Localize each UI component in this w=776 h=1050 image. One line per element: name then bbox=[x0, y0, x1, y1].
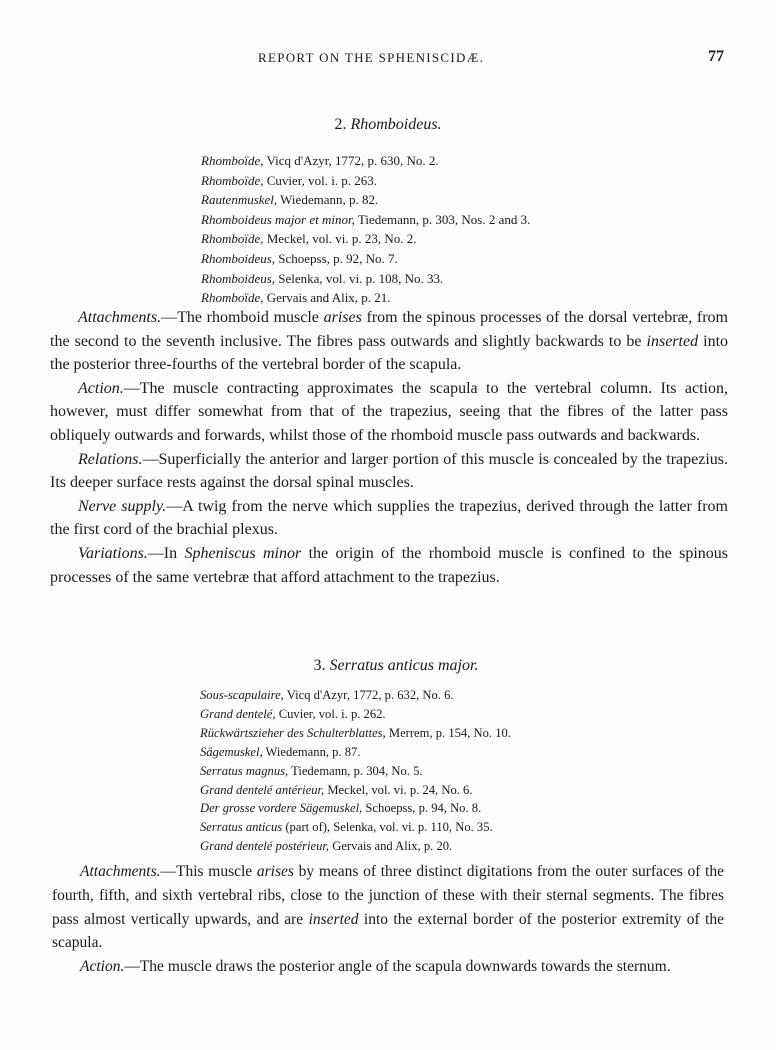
synonym-entry: Rautenmuskel, Wiedemann, p. 82. bbox=[201, 192, 379, 208]
section-heading-serratus bbox=[8, 657, 776, 675]
running-head: REPORT ON THE SPHENISCIDÆ. bbox=[258, 50, 485, 65]
synonym-entry: Sous-scapulaire, Vicq d'Azyr, 1772, p. 632, No. 6. bbox=[200, 688, 454, 702]
paragraph-nerve-supply: Nerve supply.—A twig from the nerve which supplies the trapezius, derived through the latter from the first cord of the brachial plexus. bbox=[50, 497, 729, 539]
section-number: 3. bbox=[313, 657, 326, 674]
paragraph-attachments: Attachments.—The rhomboid muscle arises from the spinous processes of the dorsal vertebræ, from the second to the seventh inclusive. The fibres pass outwards and slightly backwards to be inserted into the posterior three-fourths of the vertebral border of the scapula. bbox=[50, 309, 729, 374]
section-heading-rhomboideus bbox=[0, 116, 776, 134]
paragraph-action: Action.—The muscle draws the posterior angle of the scapula downwards towards the sternum. bbox=[80, 958, 671, 976]
synonym-entry: Sägemuskel, Wiedemann, p. 87. bbox=[200, 744, 361, 759]
synonym-entry: Rhomboideus major et minor, Tiedemann, p. 303, Nos. 2 and 3. bbox=[201, 211, 531, 227]
paragraph-attachments: Attachments.—This muscle arises by means of three distinct digitations from the outer surfaces of the fourth, fifth, and sixth vertebral ribs, close to the junction of these with their sternal segments. The fibres pass almost vertically upwards, and are inserted into the external border of the posterior extremity of the scapula. bbox=[52, 863, 724, 952]
section-name: Rhomboideus. bbox=[350, 116, 442, 133]
paragraph-variations: Variations.—In Spheniscus minor the origin of the rhomboid muscle is confined to the spinous processes of the same vertebræ that afford attachment to the trapezius. bbox=[50, 544, 729, 586]
synonym-entry: Grand dentelé postérieur, Gervais and Alix, p. 20. bbox=[200, 839, 453, 854]
synonymy-list-serratus bbox=[200, 686, 511, 856]
section-name: Serratus anticus major. bbox=[329, 657, 479, 674]
paragraph-action: Action.—The muscle contracting approximates the scapula to the vertebral column. Its action, however, must differ somewhat from that of the trapezius, seeing that the fibres of the latter pass obliquely outwards and forwards, whilst those of the rhomboid muscle pass outwards and backwards. bbox=[50, 379, 728, 444]
synonym-entry: Rhomboideus, Schoepss, p. 92, No. 7. bbox=[201, 250, 398, 266]
paragraph-relations: Relations.—Superficially the anterior and larger portion of this muscle is concealed by the trapezius. Its deeper surface rests against the dorsal spinal muscles. bbox=[50, 450, 728, 492]
synonym-entry: Rhomboideus, Selenka, vol. vi. p. 108, No. 33. bbox=[201, 270, 444, 286]
synonym-entry: Rhomboïde, Meckel, vol. vi. p. 23, No. 2. bbox=[201, 231, 417, 247]
synonym-entry: Rhomboïde, Cuvier, vol. i. p. 263. bbox=[201, 172, 378, 188]
section-body-rhomboideus bbox=[50, 306, 728, 589]
synonymy-list-rhomboideus bbox=[201, 151, 530, 308]
synonym-entry: Serratus anticus (part of), Selenka, vol. vi. p. 110, No. 35. bbox=[200, 820, 493, 835]
page-number: 77 bbox=[708, 48, 724, 65]
page-header bbox=[0, 48, 776, 70]
synonym-entry: Grand dentelé, Cuvier, vol. i. p. 262. bbox=[200, 706, 386, 721]
synonym-entry: Grand dentelé antérieur, Meckel, vol. vi. p. 24, No. 6. bbox=[200, 782, 473, 797]
section-number: 2. bbox=[334, 116, 347, 133]
synonym-entry: Rückwärtszieher des Schulterblattes, Merrem, p. 154, No. 10. bbox=[200, 725, 511, 740]
section-body-serratus bbox=[52, 860, 724, 979]
synonym-entry: Der grosse vordere Sägemuskel, Schoepss, p. 94, No. 8. bbox=[200, 801, 482, 816]
synonym-entry: Rhomboïde, Vicq d'Azyr, 1772, p. 630, No. 2. bbox=[201, 153, 439, 168]
synonym-entry: Rhomboïde, Gervais and Alix, p. 21. bbox=[201, 290, 391, 306]
synonym-entry: Serratus magnus, Tiedemann, p. 304, No. 5. bbox=[200, 763, 423, 778]
